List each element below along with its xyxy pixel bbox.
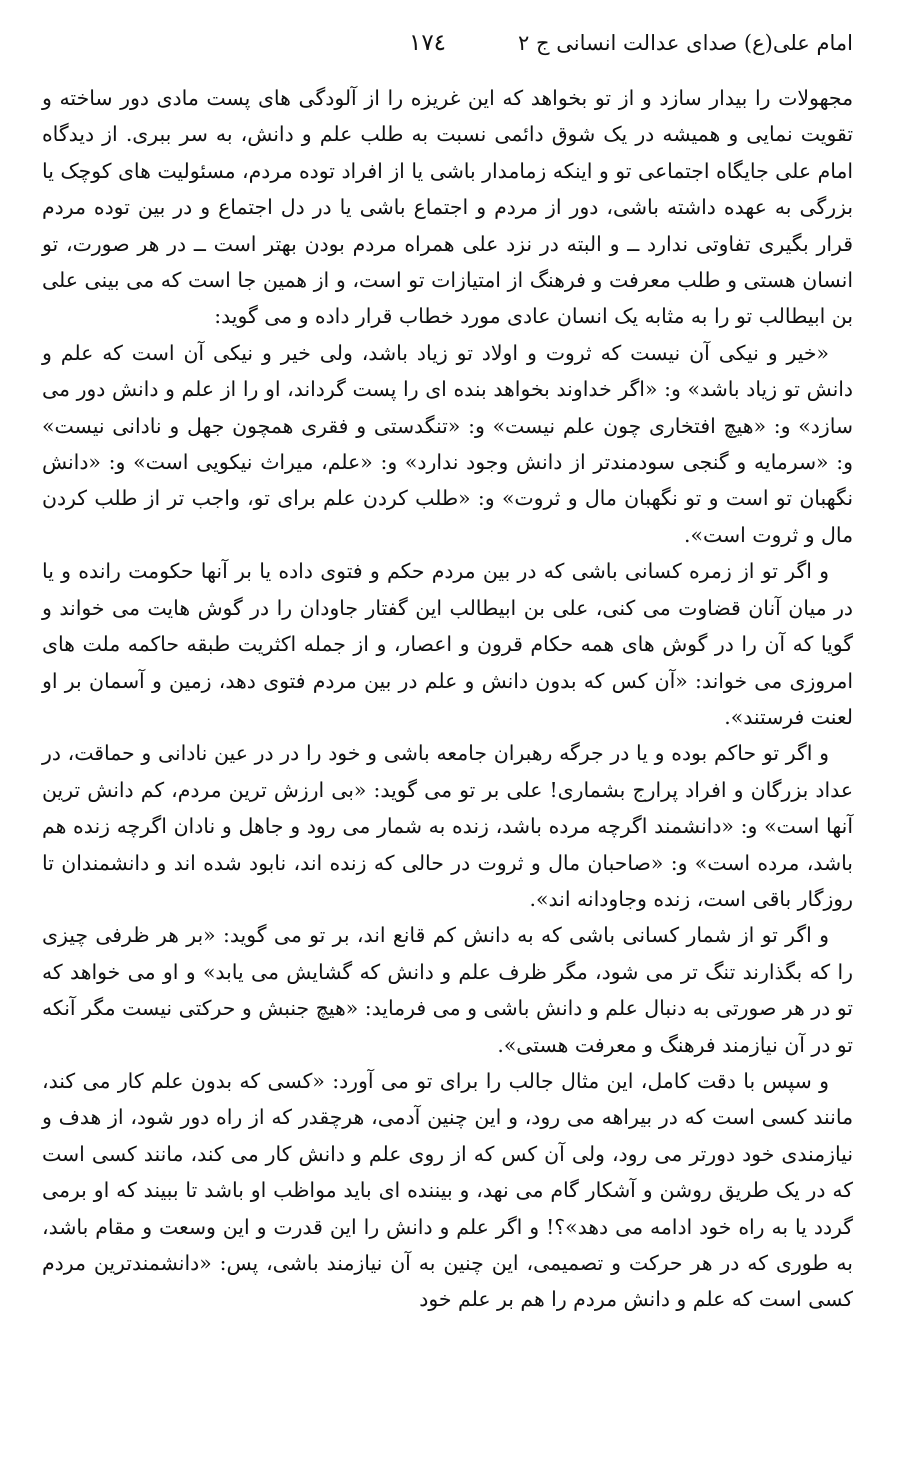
paragraph: و سپس با دقت کامل، این مثال جالب را برای تو می آورد: «کسی که بدون علم کار می کند، مانند کسی است که در بیراهه می رود، و این چنین آدمی، هرچقدر که از راه دور شود، از هدف و نیازمندی خود دورتر می رود، ولی آن کس که از روی علم و دانش کار می کند، مانند کسی است که در یک طریق روشن و آشکار گام می نهد، و بیننده ای باید مواظب او باشد تا ببیند که او برمی گردد یا به راه خود ادامه می دهد»؟! و اگر علم و دانش را این قدرت و این وسعت و مقام باشد، به طوری که در هر حرکت و تصمیمی، این چنین به آن نیازمند باشی، پس: «دانشمندترین مردم کسی است که علم و دانش مردم را هم بر علم خود [42,1068,853,1312]
paragraph: مجهولات را بیدار سازد و از تو بخواهد که این غریزه را از آلودگی های پست مادی دور ساخته و تقویت نمایی و همیشه در یک شوق دائمی نسبت به طلب علم و دانش، به سر ببری. از دیدگاه امام علی جایگاه اجتماعی تو و اینکه زمامدار باشی یا از افراد توده مردم، مسئولیت های کوچک یا بزرگی به عهده داشته باشی، دور از مردم و اجتماع باشی یا در دل اجتماع و در بین توده مردم قرار بگیری تفاوتی ندارد ــ و البته در نزد علی همراه مردم بودن بهتر است ــ در هر صورت، تو انسان هستی و طلب معرفت و فرهنگ از امتیازات تو است، و از همین جا است که می بینی علی بن ابیطالب تو را به مثابه یک انسان عادی مورد خطاب قرار داده و می گوید: [42,86,853,329]
paragraph: «خیر و نیکی آن نیست که ثروت و اولاد تو زیاد باشد، ولی خیر و نیکی آن است که علم و دانش تو زیاد باشد» و: «اگر خداوند بخواهد بنده ای را پست گرداند، او را از علم و دانش دور می سازد» و: «هیچ افتخاری چون علم نیست» و: «تنگدستی و فقری همچون جهل و نادانی نیست» و: «سرمایه و گنجی سودمندتر از دانش وجود ندارد» و: «علم، میراث نیکویی است» و: «دانش نگهبان تو است و تو نگهبان مال و ثروت» و: «طلب کردن علم برای تو، واجب تر از طلب کردن مال و ثروت است». [42,340,853,547]
running-title: امام علی(ع) صدای عدالت انسانی ج ۲ [518,31,853,55]
body-text [42,80,853,1318]
paragraph: و اگر تو از زمره کسانی باشی که در بین مردم حکم و فتوی داده یا بر آنها حکومت رانده و یا در میان آنان قضاوت می کنی، علی بن ابیطالب این گفتار جاودان را در گوش هایت می خواند و گویا که آن را در گوش های همه حکام قرون و اعصار، و از جمله اکثریت طبقه حاکمه ملت های امروزی می خواند: «آن کس که بدون دانش و علم در بین مردم فتوی دهد، زمین و آسمان بر او لعنت فرستند». [42,559,853,729]
page-number: ۱۷٤ [408,30,447,56]
paragraph: و اگر تو از شمار کسانی باشی که به دانش کم قانع اند، بر تو می گوید: «بر هر ظرفی چیزی را که بگذارند تنگ تر می شود، مگر ظرف علم و دانش که گشایش می یابد» و او می خواهد که تو در هر صورتی به دنبال علم و دانش باشی و می فرماید: «هیچ جنبش و حرکتی نیست مگر آنکه تو در آن نیازمند فرهنگ و معرفت هستی». [42,923,853,1057]
page-header [42,30,853,80]
paragraph: و اگر تو حاکم بوده و یا در جرگه رهبران جامعه باشی و خود را در در عین نادانی و حماقت، در عداد بزرگان و افراد پرارج بشماری! علی بر تو می گوید: «بی ارزش ترین مردم، کم دانش ترین آنها است» و: «دانشمند اگرچه مرده باشد، زنده به شمار می رود و جاهل و نادان اگرچه زنده هم باشد، مرده است» و: «صاحبان مال و ثروت در حالی که زنده اند، نابود شده اند و دانشمندان تا روزگار باقی است، زنده وجاودانه اند». [42,741,853,911]
